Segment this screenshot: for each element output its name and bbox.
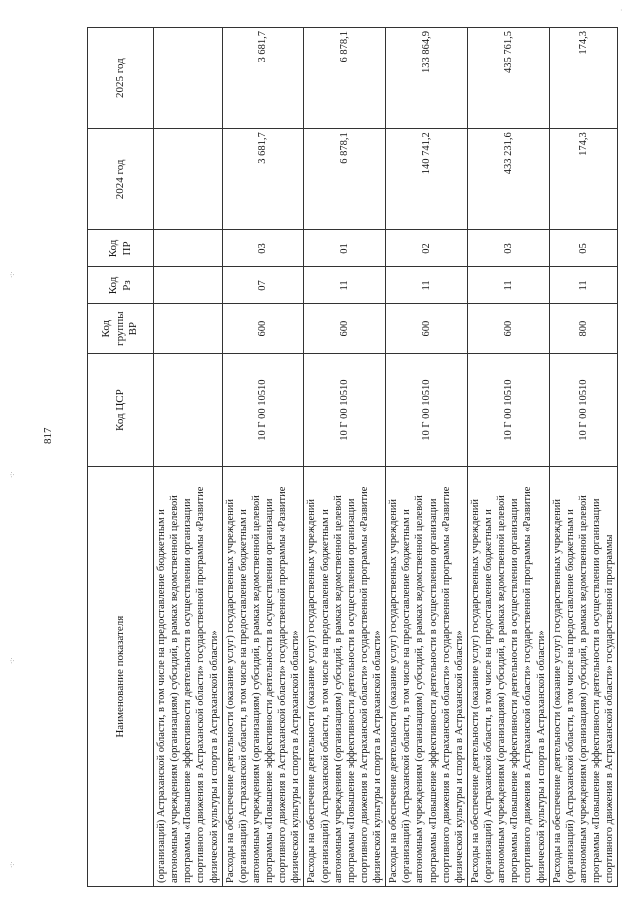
cell-csr bbox=[154, 353, 223, 467]
cell-vr: 600 bbox=[467, 304, 549, 353]
cell-vr: 800 bbox=[549, 304, 618, 353]
scan-mark: ·:· bbox=[8, 861, 16, 868]
cell-2025: 6 878,1 bbox=[304, 28, 386, 129]
cell-name: Расходы на обеспечение деятельности (оказание услуг) государственных учреждений (организаций) Астраханской области, в том числе на предоставление бюджетным и автономным учреждениям (организациям) субсидий, в рамках ведомственной целевой программы «Повышение эффективности деятельности в осуществлении организации спортивного движения в Астраханской области» государственной программы «Развитие физической культуры и спорта в Астраханской области» bbox=[222, 467, 304, 887]
scan-mark: · bbox=[620, 6, 623, 15]
cell-name: Расходы на обеспечение деятельности (оказание услуг) государственных учреждений (организаций) Астраханской области, в том числе на предоставление бюджетным и автономным учреждениям (организациям) субсидий, в рамках ведомственной целевой программы «Повышение эффективности деятельности в осуществлении организации спортивного движения в Астраханской области» государственной программы «Развитие физической культуры и спорта в Астраханской области» bbox=[467, 467, 549, 887]
cell-pr: 03 bbox=[467, 230, 549, 267]
cell-name: Расходы на обеспечение деятельности (оказание услуг) государственных учреждений (организаций) Астраханской области, в том числе на предоставление бюджетным и автономным учреждениям (организациям) субсидий, в рамках ведомственной целевой программы «Повышение эффективности деятельности в осуществлении организации спортивного движения в Астраханской области» государственной программы «Развитие физической культуры и спорта в Астраханской области» bbox=[304, 467, 386, 887]
header-2024: 2024 год bbox=[88, 129, 154, 230]
cell-2024 bbox=[154, 129, 223, 230]
rotated-page-content bbox=[87, 27, 617, 887]
cell-vr: 600 bbox=[304, 304, 386, 353]
cell-2024: 6 878,1 bbox=[304, 129, 386, 230]
cell-name: (организаций) Астраханской области, в том числе на предоставление бюджетным и автономным учреждениям (организациям) субсидий, в рамках ведомственной целевой программы «Повышение эффективности деятельности в осуществлении организации спортивного движения в Астраханской области» государственной программы «Развитие физической культуры и спорта в Астраханской области» bbox=[154, 467, 223, 887]
cell-2025: 435 761,5 bbox=[467, 28, 549, 129]
cell-rz: 11 bbox=[467, 267, 549, 304]
cell-csr: 10 Г 00 10510 bbox=[549, 353, 618, 467]
header-pr: Код ПР bbox=[88, 230, 154, 267]
cell-name: Расходы на обеспечение деятельности (оказание услуг) государственных учреждений (организаций) Астраханской области, в том числе на предоставление бюджетным и автономным учреждениям (организациям) субсидий, в рамках ведомственной целевой программы «Повышение эффективности деятельности в осуществлении организации спортивного движения в Астраханской области» государственной программы bbox=[549, 467, 618, 887]
cell-rz: 07 bbox=[222, 267, 304, 304]
table-row bbox=[467, 28, 549, 887]
cell-pr: 01 bbox=[304, 230, 386, 267]
table-row bbox=[304, 28, 386, 887]
header-csr: Код ЦСР bbox=[88, 353, 154, 467]
cell-pr: 05 bbox=[549, 230, 618, 267]
table-row bbox=[222, 28, 304, 887]
cell-rz: 11 bbox=[386, 267, 468, 304]
cell-2025 bbox=[154, 28, 223, 129]
table-row bbox=[549, 28, 618, 887]
table-row bbox=[154, 28, 223, 887]
cell-pr: 03 bbox=[222, 230, 304, 267]
cell-vr bbox=[154, 304, 223, 353]
cell-vr: 600 bbox=[386, 304, 468, 353]
cell-csr: 10 Г 00 10510 bbox=[386, 353, 468, 467]
header-rz: Код Рз bbox=[88, 267, 154, 304]
cell-csr: 10 Г 00 10510 bbox=[222, 353, 304, 467]
cell-csr: 10 Г 00 10510 bbox=[467, 353, 549, 467]
cell-rz bbox=[154, 267, 223, 304]
cell-rz: 11 bbox=[304, 267, 386, 304]
table-header-row bbox=[88, 28, 154, 887]
cell-2024: 174,3 bbox=[549, 129, 618, 230]
table-row bbox=[386, 28, 468, 887]
header-name: Наименование показателя bbox=[88, 467, 154, 887]
cell-name: Расходы на обеспечение деятельности (оказание услуг) государственных учреждений (организаций) Астраханской области, в том числе на предоставление бюджетным и автономным учреждениям (организациям) субсидий, в рамках ведомственной целевой программы «Повышение эффективности деятельности в осуществлении организации спортивного движения в Астраханской области» государственной программы «Развитие физической культуры и спорта в Астраханской области» bbox=[386, 467, 468, 887]
cell-2025: 133 864,9 bbox=[386, 28, 468, 129]
cell-rz: 11 bbox=[549, 267, 618, 304]
cell-pr bbox=[154, 230, 223, 267]
header-2025: 2025 год bbox=[88, 28, 154, 129]
cell-2024: 433 231,6 bbox=[467, 129, 549, 230]
cell-pr: 02 bbox=[386, 230, 468, 267]
cell-csr: 10 Г 00 10510 bbox=[304, 353, 386, 467]
page-number: 817 bbox=[42, 427, 54, 444]
cell-2024: 3 681,7 bbox=[222, 129, 304, 230]
cell-2025: 3 681,7 bbox=[222, 28, 304, 129]
scan-mark: ·:· bbox=[8, 657, 16, 664]
scan-mark: ·:· bbox=[8, 471, 16, 478]
budget-table bbox=[87, 27, 618, 887]
cell-2025: 174,3 bbox=[549, 28, 618, 129]
scan-mark: ·:· bbox=[8, 271, 16, 278]
header-vr: Код группы ВР bbox=[88, 304, 154, 353]
cell-2024: 140 741,2 bbox=[386, 129, 468, 230]
cell-vr: 600 bbox=[222, 304, 304, 353]
